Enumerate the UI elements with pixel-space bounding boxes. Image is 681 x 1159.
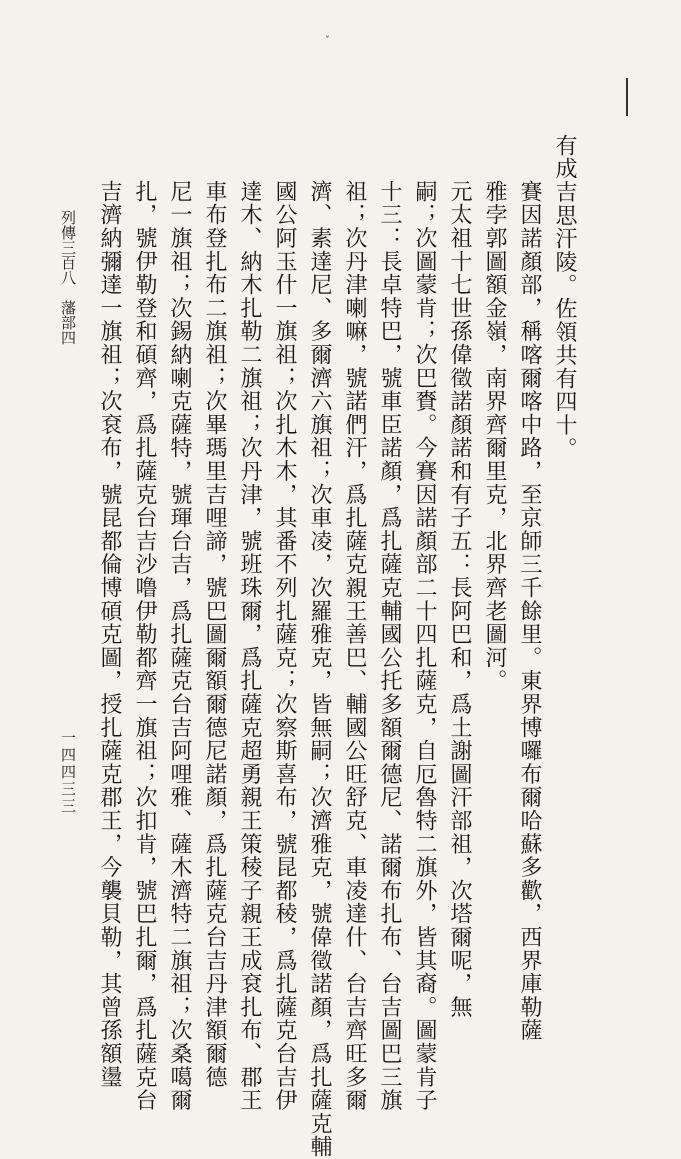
text-column-7: 祖；次丹津喇嘛，號諾們汗，爲扎薩克親王善巴、輔國公旺舒克、車凌達什、台吉齊旺多爾 [342, 180, 367, 1112]
text-column-14: 吉濟納彌達一旗祖；次袞布，號昆都倫博碩克圖，授扎薩克郡王，今襲貝勒，其曾孫額璗 [97, 180, 122, 1089]
text-column-1: 有成吉思汗陵。佐領共有四十。 [552, 134, 577, 461]
text-column-5: 嗣；次圖蒙肯；次巴賚。今賽因諾顏部二十四扎薩克，自厄魯特二旗外，皆其裔。圖蒙肯子 [412, 180, 437, 1112]
text-column-9: 國公阿玉什一旗祖；次扎木木，其番不列扎薩克；次察斯喜布，號昆都稜，爲扎薩克台吉伊 [272, 180, 297, 1112]
text-column-11: 車布登扎布二旗祖；次畢瑪里吉哩諦，號巴圖爾額爾德尼諾顏，爲扎薩克台吉丹津額爾德 [202, 180, 227, 1089]
text-column-13: 扎，號伊勒登和碩齊，爲扎薩克台吉沙噜伊勒都齊一旗祖；次扣肯，號巴扎爾，爲扎薩克台 [132, 180, 157, 1112]
text-column-6: 十三：長卓特巴，號車臣諾顏，爲扎薩克輔國公托多額爾德尼、諾爾布扎布、台吉圖巴三旗 [377, 180, 402, 1112]
scan-mark-top: ˇ [325, 36, 330, 47]
text-column-12: 尼一旗祖；次錫納喇克薩特，號琿台吉，爲扎薩克台吉阿哩雅、薩木濟特二旗祖；次桑噶爾 [167, 180, 192, 1112]
text-column-10: 達木、納木扎勒二旗祖；次丹津，號班珠爾，爲扎薩克超勇親王策稜子親王成袞扎布、郡王 [237, 180, 262, 1112]
text-column-4: 元太祖十七世孫偉徵諾顏諾和有子五：長阿巴和，爲土謝圖汗部祖，次塔爾呢，無 [447, 180, 472, 1019]
running-title: 列傳三百八 藩部四 [59, 210, 77, 345]
text-column-2: 賽因諾顏部，稱喀爾喀中路，至京師三千餘里。東界博囉布爾哈蘇多歡，西界庫勒薩 [517, 180, 542, 1043]
text-column-3: 雅孛郭圖額金嶺，南界齊爾里克，北界齊老圖河。 [482, 180, 507, 693]
text-column-8: 濟、素達尼、多爾濟六旗祖；次車凌，次羅雅克，皆無嗣；次濟雅克，號偉徵諾顏，爲扎薩克輔 [307, 180, 332, 1159]
page-number: 一四四三三 [59, 730, 77, 815]
scan-mark-right-edge [626, 78, 628, 116]
